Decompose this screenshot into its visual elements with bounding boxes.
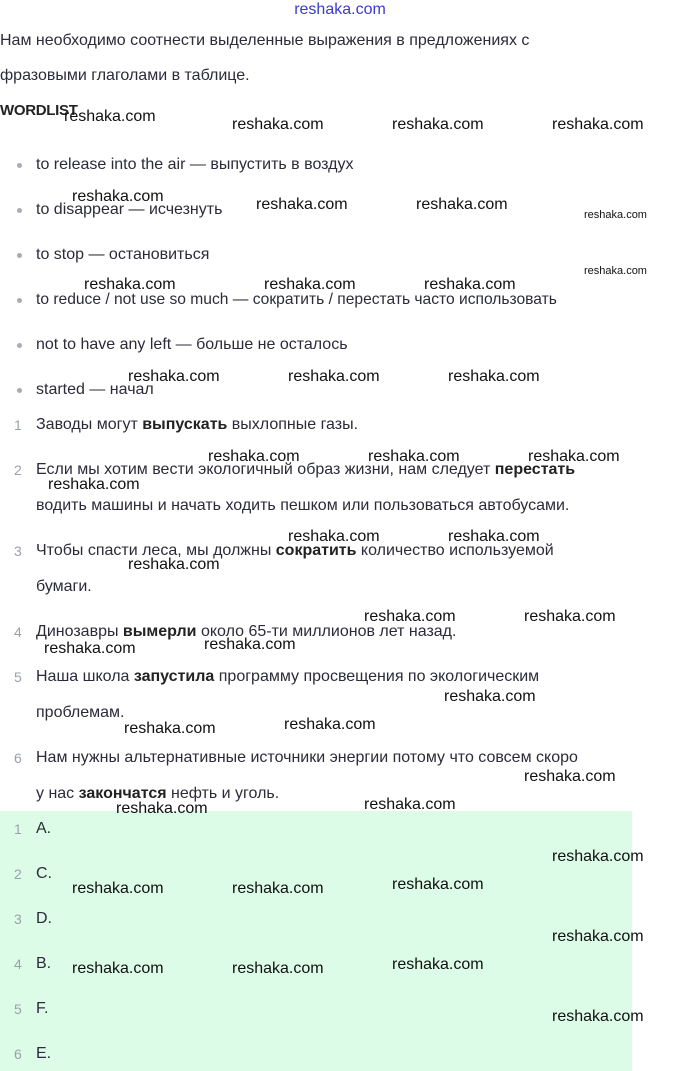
bullet-icon: [17, 253, 22, 258]
sentence-line: водить машины и начать ходить пешком или пользоваться автобусами.: [36, 497, 570, 514]
watermark: reshaka.com: [208, 448, 300, 465]
watermark: reshaka.com: [392, 876, 484, 893]
sentence-line: Если мы хотим вести экологичный образ жизни, нам следует перестать: [36, 461, 576, 478]
sentence-line: Наша школа запустила программу просвещения по экологическим: [36, 668, 540, 685]
answer-number: 5: [14, 1001, 22, 1017]
watermark: reshaka.com: [232, 116, 324, 133]
watermark: reshaka.com: [364, 608, 456, 625]
watermark: reshaka.com: [584, 209, 647, 221]
sentence-line: Заводы могут выпускать выхлопные газы.: [36, 416, 359, 433]
watermark: reshaka.com: [256, 196, 348, 213]
bullet-icon: [17, 388, 22, 393]
wordlist-heading: WORDLIST: [0, 102, 78, 119]
watermark: reshaka.com: [116, 800, 208, 817]
watermark: reshaka.com: [72, 880, 164, 897]
watermark: reshaka.com: [368, 448, 460, 465]
watermark: reshaka.com: [364, 796, 456, 813]
bullet-icon: [17, 343, 22, 348]
wordlist-item: to disappear — исчезнуть: [36, 201, 223, 218]
sentence-line: Чтобы спасти леса, мы должны сократить количество используемой: [36, 542, 554, 559]
watermark: reshaka.com: [584, 265, 647, 277]
watermark: reshaka.com: [524, 608, 616, 625]
bullet-icon: [17, 163, 22, 168]
watermark: reshaka.com: [204, 636, 296, 653]
sentence-number: 3: [14, 543, 22, 559]
answer-letter: F.: [36, 1000, 49, 1017]
watermark: reshaka.com: [264, 276, 356, 293]
sentence-number: 1: [14, 417, 22, 433]
sentence-line: проблемам.: [36, 704, 125, 721]
watermark: reshaka.com: [392, 116, 484, 133]
sentence-line: у нас закончатся нефть и уголь.: [36, 785, 280, 802]
watermark: reshaka.com: [288, 528, 380, 545]
wordlist-item: to stop — остановиться: [36, 246, 210, 263]
watermark: reshaka.com: [232, 880, 324, 897]
answer-letter: B.: [36, 955, 52, 972]
sentence-number: 4: [14, 624, 22, 640]
sentence-number: 5: [14, 669, 22, 685]
watermark: reshaka.com: [424, 276, 516, 293]
intro-line-2: фразовыми глаголами в таблице.: [0, 67, 250, 84]
watermark: reshaka.com: [416, 196, 508, 213]
watermark: reshaka.com: [528, 448, 620, 465]
watermark: reshaka.com: [392, 956, 484, 973]
wordlist-item: to release into the air — выпустить в воздух: [36, 156, 354, 173]
watermark: reshaka.com: [552, 116, 644, 133]
top-watermark: reshaka.com: [294, 1, 386, 18]
bullet-icon: [17, 298, 22, 303]
bullet-icon: [17, 208, 22, 213]
watermark: reshaka.com: [232, 960, 324, 977]
answer-letter: D.: [36, 910, 52, 927]
watermark: reshaka.com: [284, 716, 376, 733]
watermark: reshaka.com: [84, 276, 176, 293]
watermark: reshaka.com: [444, 688, 536, 705]
answer-letter: A.: [36, 820, 52, 837]
sentence-line: бумаги.: [36, 578, 92, 595]
answer-letter: C.: [36, 865, 52, 882]
wordlist-item: to reduce / not use so much — сократить / перестать часто использовать: [36, 291, 557, 308]
answer-number: 4: [14, 956, 22, 972]
watermark: reshaka.com: [128, 556, 220, 573]
answer-letter: E.: [36, 1045, 52, 1062]
answer-number: 3: [14, 911, 22, 927]
watermark: reshaka.com: [124, 720, 216, 737]
watermark: reshaka.com: [448, 368, 540, 385]
watermark: reshaka.com: [552, 928, 644, 945]
sentence-number: 6: [14, 750, 22, 766]
sentence-number: 2: [14, 462, 22, 478]
watermark: reshaka.com: [48, 476, 140, 493]
watermark: reshaka.com: [64, 108, 156, 125]
wordlist-item: not to have any left — больше не осталось: [36, 336, 348, 353]
watermark: reshaka.com: [72, 960, 164, 977]
answer-number: 6: [14, 1046, 22, 1062]
watermark: reshaka.com: [72, 188, 164, 205]
sentence-line: Динозавры вымерли около 65-ти миллионов лет назад.: [36, 623, 457, 640]
watermark: reshaka.com: [44, 640, 136, 657]
answer-number: 2: [14, 866, 22, 882]
answer-block: [0, 811, 632, 1071]
watermark: reshaka.com: [552, 1008, 644, 1025]
watermark: reshaka.com: [288, 368, 380, 385]
watermark: reshaka.com: [448, 528, 540, 545]
answer-number: 1: [14, 821, 22, 837]
watermark: reshaka.com: [128, 368, 220, 385]
watermark: reshaka.com: [524, 768, 616, 785]
wordlist-item: started — начал: [36, 381, 154, 398]
intro-line-1: Нам необходимо соотнести выделенные выражения в предложениях с: [0, 32, 530, 49]
watermark: reshaka.com: [552, 848, 644, 865]
sentence-line: Нам нужны альтернативные источники энергии потому что совсем скоро: [36, 749, 578, 766]
